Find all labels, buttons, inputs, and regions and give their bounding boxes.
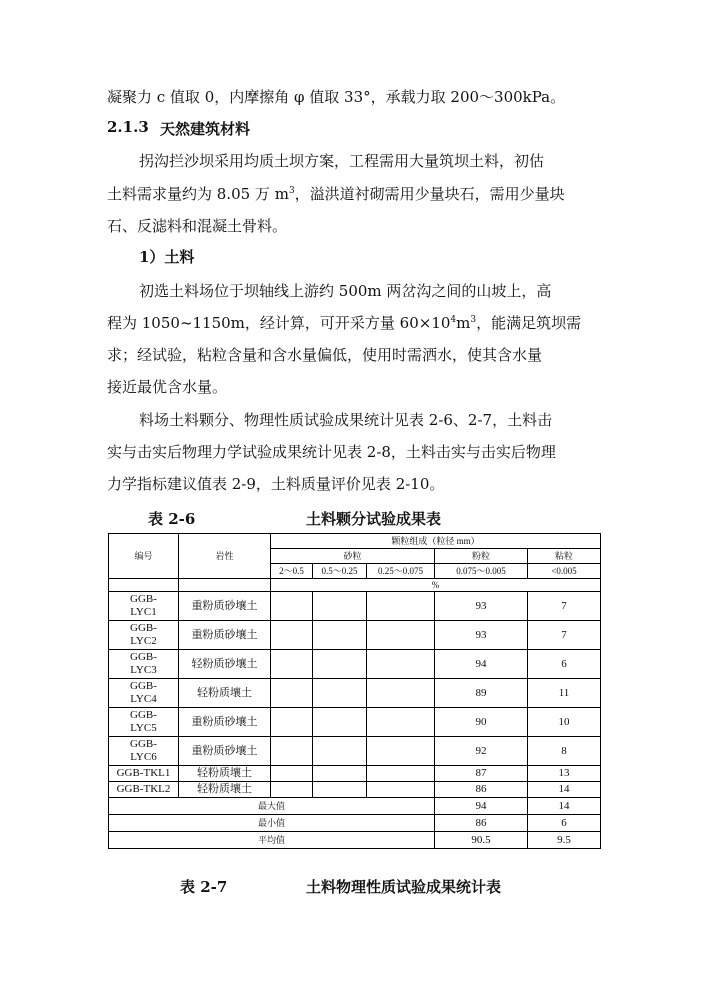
paragraph-cohesion: 凝聚力 c 值取 0，内摩擦角 φ 值取 33°，承载力取 200～300kPa。 (107, 88, 566, 106)
stat-row-avg: 平均值 90.5 9.5 (109, 832, 601, 849)
tables-line-1: 料场土料颗分、物理性质试验成果统计见表 2-6、2-7，土料击 (139, 411, 553, 429)
header-grain-composition: 颗粒组成（粒径 mm） (271, 534, 601, 549)
table-row: GGB- LYC6 重粉质砂壤土 92 8 (109, 737, 601, 766)
subheading-soil: 1）土料 (139, 248, 195, 266)
soil-line-1: 初选土料场位于坝轴线上游约 500m 两岔沟之间的山坡上，高 (139, 282, 552, 300)
table-row: GGB- LYC5 重粉质砂壤土 90 10 (109, 708, 601, 737)
stat-row-max: 最大值 94 14 (109, 798, 601, 815)
soil-line-3: 求；经试验，粘粒含量和含水量偏低，使用时需洒水，使其含水量 (107, 346, 543, 364)
tables-line-3: 力学指标建议值表 2-9，土料质量评价见表 2-10。 (107, 475, 445, 493)
table-2-7-title: 土料物理性质试验成果统计表 (306, 878, 502, 896)
range-2-0.5: 2～0.5 (271, 564, 313, 579)
range-0.25-0.075: 0.25～0.075 (367, 564, 435, 579)
table-row: GGB- LYC2 重粉质砂壤土 93 7 (109, 621, 601, 650)
table-2-6-number: 表 2-6 (148, 510, 196, 528)
header-lithology: 岩性 (179, 534, 271, 579)
header-id: 编号 (109, 534, 179, 579)
range-0.075-0.005: 0.075～0.005 (435, 564, 528, 579)
intro-line-2: 土料需求量约为 8.05 万 $m^3$，溢洪道衬砌需用少量块石，需用少量块 (107, 185, 565, 203)
header-sand: 砂粒 (271, 549, 435, 564)
table-row: GGB- LYC4 轻粉质壤土 89 11 (109, 679, 601, 708)
unit-percent: % (271, 579, 601, 592)
table-row: GGB- LYC1 重粉质砂壤土 93 7 (109, 592, 601, 621)
stat-row-min: 最小值 86 6 (109, 815, 601, 832)
range-0.5-0.25: 0.5～0.25 (313, 564, 367, 579)
table-row: GGB-TKL1 轻粉质壤土 87 13 (109, 766, 601, 782)
soil-line-4: 接近最优含水量。 (107, 378, 228, 396)
section-title: 天然建筑材料 (160, 120, 251, 138)
intro-line-1: 拐沟拦沙坝采用均质土坝方案，工程需用大量筑坝土料，初估 (139, 152, 545, 170)
soil-line-2: 程为 1050~1150m，经计算，可开采方量 $60\times 10^4m^3$，能满足筑坝需 (107, 314, 582, 332)
section-number: 2.1.3 (107, 118, 149, 136)
range-lt-0.005: <0.005 (528, 564, 601, 579)
header-clay: 粘粒 (528, 549, 601, 564)
table-2-7-number: 表 2-7 (180, 878, 228, 896)
grain-size-table (108, 533, 601, 849)
table-row: GGB-TKL2 轻粉质壤土 86 14 (109, 782, 601, 798)
header-silt: 粉粒 (435, 549, 528, 564)
table-row: GGB- LYC3 轻粉质砂壤土 94 6 (109, 650, 601, 679)
intro-line-3: 石、反滤料和混凝土骨料。 (107, 217, 288, 235)
table-2-6-title: 土料颗分试验成果表 (306, 510, 442, 528)
tables-line-2: 实与击实后物理力学试验成果统计见表 2-8，土料击实与击实后物理 (107, 443, 556, 461)
